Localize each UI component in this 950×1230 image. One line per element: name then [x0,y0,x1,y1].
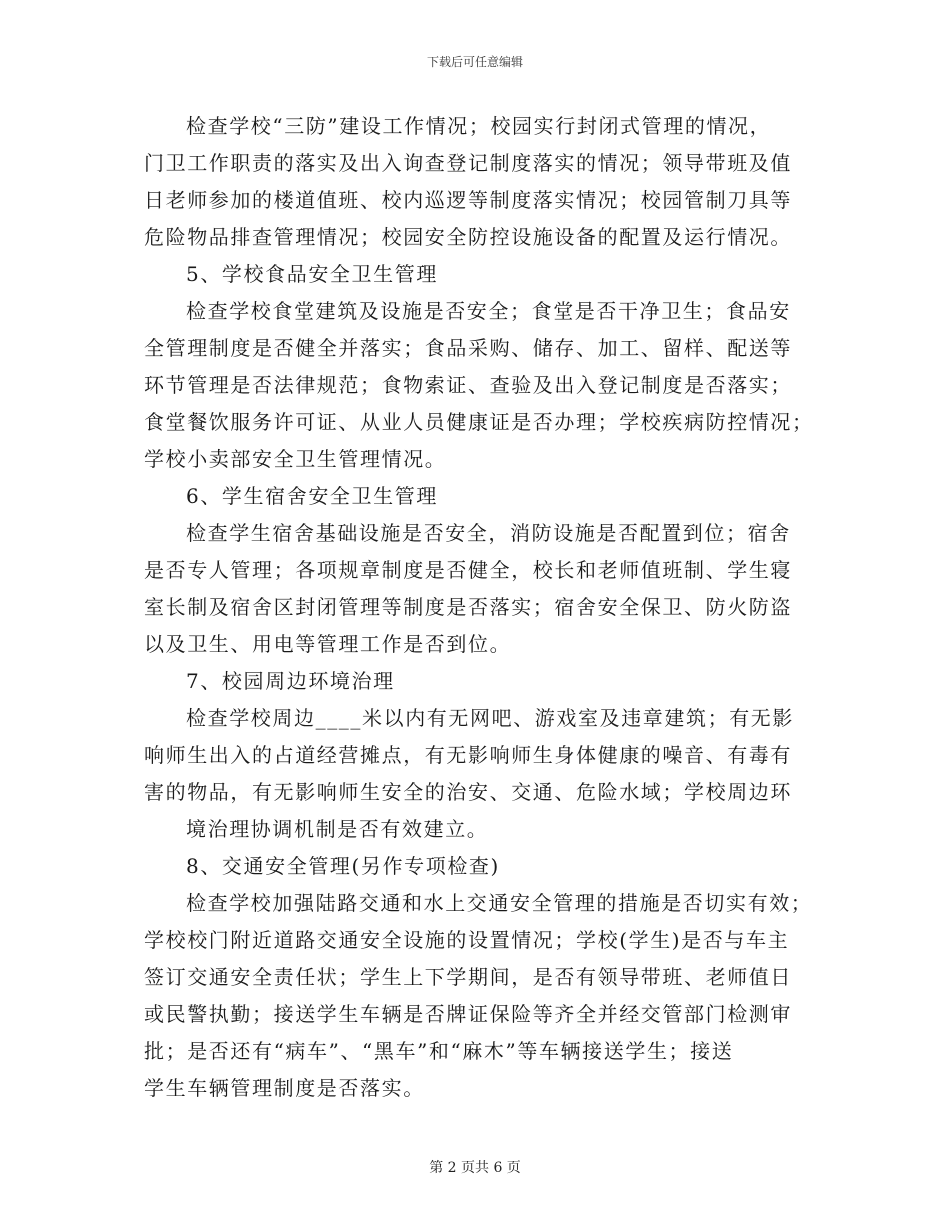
text-line: 环节管理是否法律规范；食物索证、查验及出入登记制度是否落实； [144,373,792,397]
section-heading: 8、交通安全管理(另作专项检查) [186,854,500,878]
text-line: 检查学校周边____米以内有无网吧、游戏室及违章建筑；有无影 [186,706,794,730]
text-line: 签订交通安全责任状；学生上下学期间，是否有领导带班、老师值日 [144,965,792,989]
text-line: 是否专人管理；各项规章制度是否健全，校长和老师值班制、学生寝 [144,558,792,582]
text-line: 学校校门附近道路交通安全设施的设置情况；学校(学生)是否与车主 [144,928,790,952]
text-line: 学校小卖部安全卫生管理情况。 [144,447,447,471]
section-heading: 5、学校食品安全卫生管理 [186,262,438,286]
text-line: 检查学生宿舍基础设施是否安全，消防设施是否配置到位；宿舍 [186,521,791,545]
text-line: 批；是否还有“病车”、“黑车”和“麻木”等车辆接送学生；接送 [144,1039,734,1063]
text-line: 室长制及宿舍区封闭管理等制度是否落实；宿舍安全保卫、防火防盗 [144,595,792,619]
text-line: 检查学校食堂建筑及设施是否安全；食堂是否干净卫生；食品安 [186,299,791,323]
text-line: 食堂餐饮服务许可证、从业人员健康证是否办理；学校疾病防控情况； [144,410,814,434]
document-body [144,108,814,1107]
section-heading: 6、学生宿舍安全卫生管理 [186,484,438,508]
text-line: 门卫工作职责的落实及出入询查登记制度落实的情况；领导带班及值 [144,151,792,175]
section-heading: 7、校园周边环境治理 [186,669,395,693]
text-line: 学生车辆管理制度是否落实。 [144,1076,425,1100]
text-line: 境治理协调机制是否有效建立。 [186,817,489,841]
text-line: 检查学校“三防”建设工作情况；校园实行封闭式管理的情况， [186,114,772,138]
text-line: 响师生出入的占道经营摊点，有无影响师生身体健康的噪音、有毒有 [144,743,792,767]
page-number: 第 2 页共 6 页 [429,1160,521,1176]
header-note: 下载后可任意编辑 [426,55,523,69]
text-line: 危险物品排查管理情况；校园安全防控设施设备的配置及运行情况。 [144,225,792,249]
text-line: 全管理制度是否健全并落实；食品采购、储存、加工、留样、配送等 [144,336,792,360]
text-line: 以及卫生、用电等管理工作是否到位。 [144,632,512,656]
text-line: 日老师参加的楼道值班、校内巡逻等制度落实情况；校园管制刀具等 [144,188,792,212]
text-line: 害的物品，有无影响师生安全的治安、交通、危险水域；学校周边环 [144,780,792,804]
text-line: 或民警执勤；接送学生车辆是否牌证保险等齐全并经交管部门检测审 [144,1002,792,1026]
text-line: 检查学校加强陆路交通和水上交通安全管理的措施是否切实有效； [186,891,813,915]
